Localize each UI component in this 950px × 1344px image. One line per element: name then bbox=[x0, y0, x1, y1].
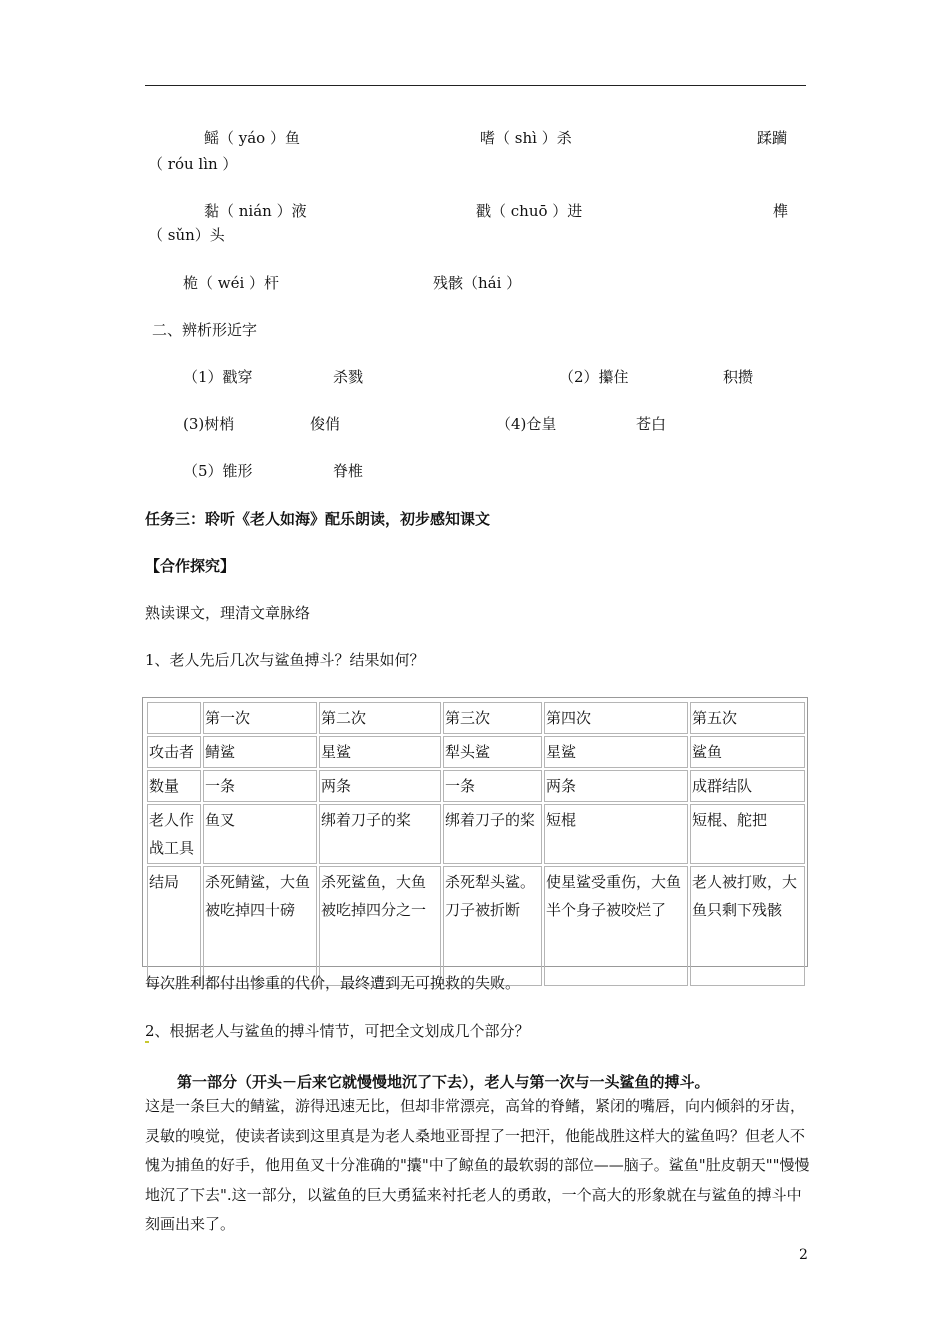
word-item: 积攒 bbox=[723, 368, 754, 386]
part1-paragraph: 这是一条巨大的鲭鲨，游得迅速无比，但却非常漂亮，高耸的脊鳍，紧闭的嘴唇，向内倾斜的牙齿，灵敏的嗅觉，使读者读到这里真是为老人桑地亚哥捏了一把汗，他能战胜这样大的鲨鱼吗？但老人不愧为捕鱼的好手，他用鱼叉十分准确的"攮"中了鲸鱼的最软弱的部位——脑子。鲨鱼"肚皮朝天""慢慢地沉了下去".这一部分，以鲨鱼的巨大勇猛来衬托老人的勇敢，一个高大的形象就在与鲨鱼的搏斗中刻画出来了。 bbox=[145, 1097, 810, 1233]
task3-heading: 任务三：聆听《老人如海》配乐朗读，初步感知课文 bbox=[145, 510, 491, 528]
table-cell: 短棍、舵把 bbox=[690, 804, 805, 864]
word-item: 杀戮 bbox=[333, 368, 364, 386]
coop-heading: 【合作探究】 bbox=[145, 557, 236, 575]
table-cell: 鲨鱼 bbox=[690, 736, 805, 768]
table-cell: 星鲨 bbox=[544, 736, 688, 768]
table-cell: 鲭鲨 bbox=[203, 736, 317, 768]
table-header-cell: 第二次 bbox=[319, 702, 441, 734]
word-item: 俊俏 bbox=[310, 415, 341, 433]
table-cell: 老人作战工具 bbox=[147, 804, 201, 864]
table-cell: 一条 bbox=[203, 770, 317, 802]
intro-text: 熟读课文，理清文章脉络 bbox=[145, 604, 311, 622]
table-header-cell bbox=[147, 702, 201, 734]
word-item: （4)仓皇 bbox=[496, 415, 557, 433]
pinyin-roulin: （ róu lìn ） bbox=[148, 155, 238, 173]
table-cell: 杀死鲨鱼，大鱼被吃掉四分之一 bbox=[319, 866, 441, 986]
table-cell: 短棍 bbox=[544, 804, 688, 864]
word-item: （1）戳穿 bbox=[183, 368, 253, 386]
table-cell: 犁头鲨 bbox=[443, 736, 542, 768]
summary-text: 每次胜利都付出惨重的代价，最终遭到无可挽救的失败。 bbox=[145, 974, 521, 992]
edit-mark bbox=[145, 1041, 149, 1043]
table-header-cell: 第一次 bbox=[203, 702, 317, 734]
table-cell: 结局 bbox=[147, 866, 201, 986]
pinyin-sun-char: 榫 bbox=[773, 202, 789, 220]
table-row bbox=[147, 866, 805, 986]
page-number: 2 bbox=[799, 1247, 808, 1263]
pinyin-nian: 黏（ nián ）液 bbox=[204, 202, 307, 220]
pinyin-sun: （ sǔn）头 bbox=[148, 226, 225, 244]
battle-table bbox=[142, 697, 808, 967]
table-cell: 数量 bbox=[147, 770, 201, 802]
section2-title: 二、辨析形近字 bbox=[152, 321, 258, 339]
table-cell: 两条 bbox=[319, 770, 441, 802]
question-1: 1、老人先后几次与鲨鱼搏斗？结果如何？ bbox=[145, 651, 425, 669]
table-cell: 老人被打败，大鱼只剩下残骸 bbox=[690, 866, 805, 986]
table-cell: 一条 bbox=[443, 770, 542, 802]
question-2: 2、根据老人与鲨鱼的搏斗情节，可把全文划成几个部分？ bbox=[145, 1022, 530, 1040]
header-rule bbox=[145, 85, 806, 86]
table-row bbox=[147, 804, 805, 864]
table-row bbox=[147, 736, 805, 768]
pinyin-shi: 嗜（ shì ）杀 bbox=[480, 129, 572, 147]
pinyin-roulin-char: 蹂躏 bbox=[757, 129, 788, 147]
word-item: 脊椎 bbox=[333, 462, 364, 480]
pinyin-wei: 桅（ wéi ）杆 bbox=[183, 274, 280, 292]
word-item: （2）攥住 bbox=[559, 368, 629, 386]
word-item: （5）锥形 bbox=[183, 462, 253, 480]
pinyin-hai: 残骸（hái ） bbox=[433, 274, 522, 292]
table-cell: 鱼叉 bbox=[203, 804, 317, 864]
table-header-cell: 第四次 bbox=[544, 702, 688, 734]
word-item: 苍白 bbox=[636, 415, 667, 433]
word-item: (3)树梢 bbox=[183, 415, 235, 433]
table-header-cell: 第三次 bbox=[443, 702, 542, 734]
table-row bbox=[147, 770, 805, 802]
table-cell: 成群结队 bbox=[690, 770, 805, 802]
pinyin-chuo: 戳（ chuō ）进 bbox=[476, 202, 583, 220]
table-cell: 攻击者 bbox=[147, 736, 201, 768]
table-cell: 绑着刀子的桨 bbox=[319, 804, 441, 864]
table-cell: 杀死鲭鲨，大鱼被吃掉四十磅 bbox=[203, 866, 317, 986]
table-cell: 杀死犁头鲨。刀子被折断 bbox=[443, 866, 542, 986]
pinyin-yao: 鳐（ yáo ）鱼 bbox=[204, 129, 300, 147]
table-cell: 两条 bbox=[544, 770, 688, 802]
table-cell: 星鲨 bbox=[319, 736, 441, 768]
table-header-cell: 第五次 bbox=[690, 702, 805, 734]
table-cell: 使星鲨受重伤，大鱼半个身子被咬烂了 bbox=[544, 866, 688, 986]
part1-heading: 第一部分（开头－后来它就慢慢地沉了下去），老人与第一次与一头鲨鱼的搏斗。 bbox=[177, 1073, 710, 1091]
table-cell: 绑着刀子的桨 bbox=[443, 804, 542, 864]
